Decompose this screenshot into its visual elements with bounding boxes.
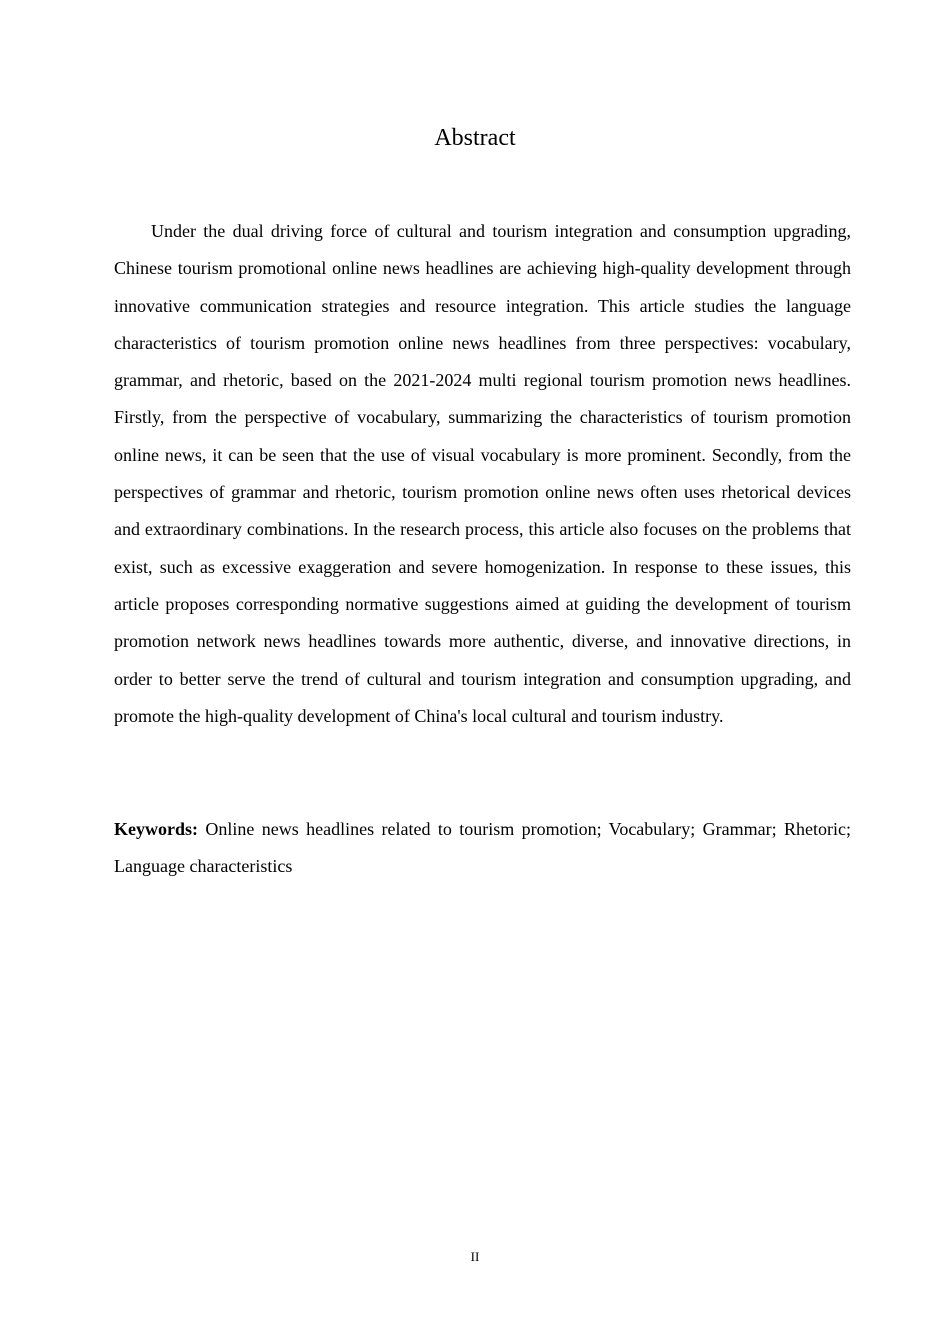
- page-title: Abstract: [434, 125, 516, 151]
- abstract-paragraph: Under the dual driving force of cultural and tourism integration and consumption upgrading, Chinese tourism promotional online news headlines are achieving high-quality development through innovative communication strategies and resource integration. This article studies the language characteristics of tourism promotion online news headlines from three perspectives: vocabulary, grammar, and rhetoric, based on the 2021-2024 multi regional tourism promotion news headlines. Firstly, from the perspective of vocabulary, summarizing the characteristics of tourism promotion online news, it can be seen that the use of visual vocabulary is more prominent. Secondly, from the perspectives of grammar and rhetoric, tourism promotion online news often uses rhetorical devices and extraordinary combinations. In the research process, this article also focuses on the problems that exist, such as excessive exaggeration and severe homogenization. In response to these issues, this article proposes corresponding normative suggestions aimed at guiding the development of tourism promotion network news headlines towards more authentic, diverse, and innovative directions, in order to better serve the trend of cultural and tourism integration and consumption upgrading, and promote the high-quality development of China's local cultural and tourism industry.: [114, 221, 851, 726]
- keywords-text: Online news headlines related to tourism promotion; Vocabulary; Grammar; Rhetoric; Language characteristics: [114, 819, 851, 876]
- keywords-paragraph: [114, 811, 851, 885]
- keywords-label: Keywords:: [114, 819, 198, 839]
- page-number: II: [470, 1249, 480, 1264]
